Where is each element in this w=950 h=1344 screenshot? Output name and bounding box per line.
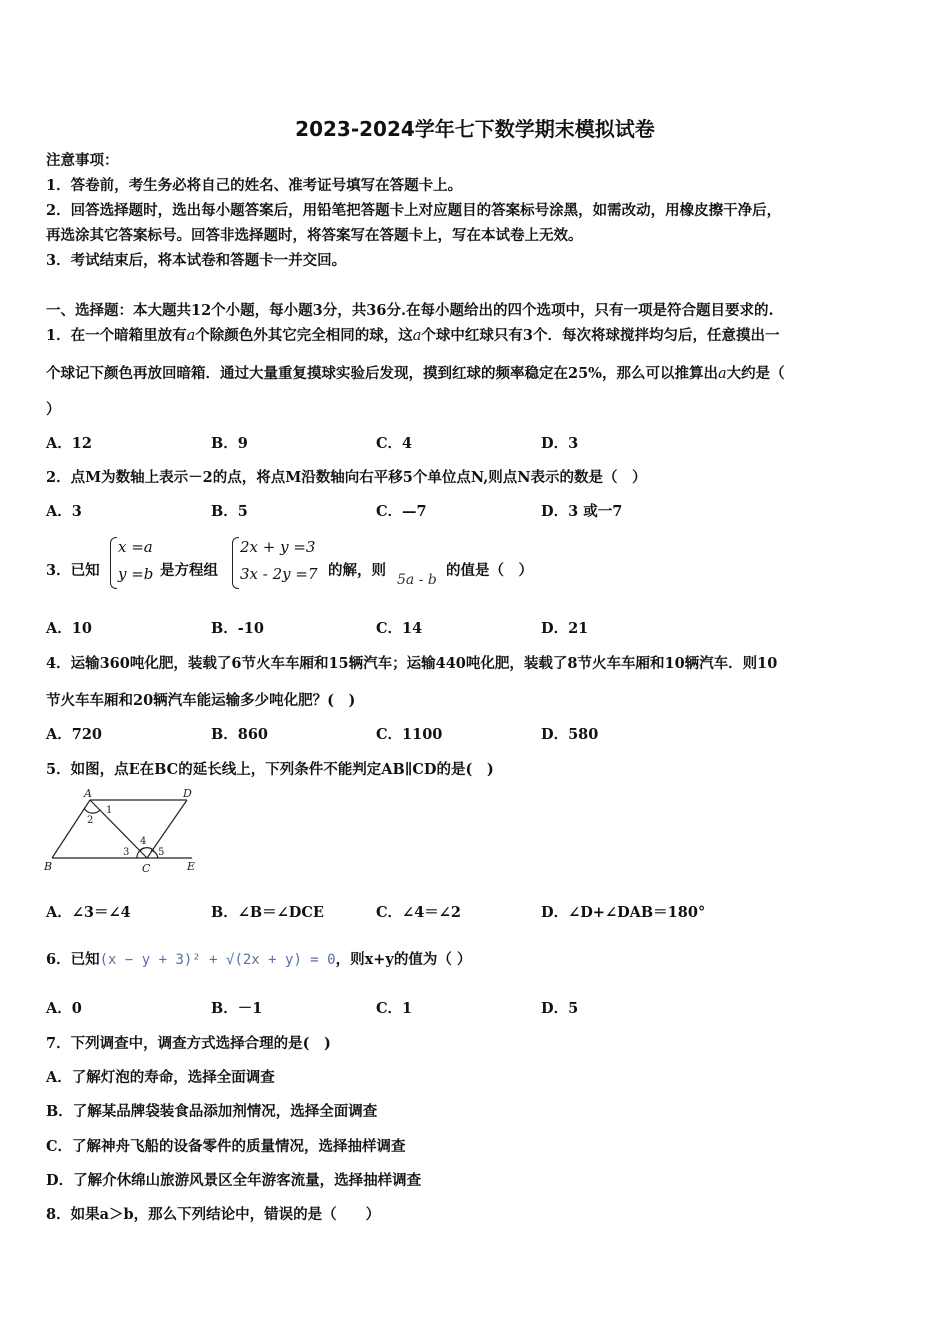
question-1-option-d[interactable]: D．3	[541, 435, 579, 452]
question-7-option-b[interactable]: B．了解某品牌袋装食品添加剂情况，选择全面调查	[46, 1103, 378, 1120]
question-5-option-c[interactable]: C．∠4＝∠2	[376, 904, 462, 921]
question-3-option-a[interactable]: A．10	[46, 620, 92, 637]
question-4-option-d[interactable]: D．580	[541, 726, 599, 743]
equation-2: 3x - 2y =7	[240, 565, 318, 583]
point-label-b: B	[44, 860, 53, 873]
question-3-option-d[interactable]: D．21	[541, 620, 589, 637]
question-2-option-c[interactable]: C．—7	[376, 503, 427, 520]
point-label-d: D	[183, 787, 192, 800]
question-3-expression: 5a - b	[397, 572, 437, 588]
question-4-option-b[interactable]: B．860	[211, 726, 269, 743]
question-7-text: 7．下列调查中，调查方式选择合理的是( )	[46, 1035, 331, 1052]
question-1-line-1: 1．在一个暗箱里放有a个除颜色外其它完全相同的球，这a个球中红球只有3个．每次将球搅拌均匀后，任意摸出一	[46, 327, 780, 344]
question-6-option-d[interactable]: D．5	[541, 1000, 579, 1017]
question-1-option-a[interactable]: A．12	[46, 435, 92, 452]
notes-item: 2．回答选择题时，选出每小题答案后，用铅笔把答题卡上对应题目的答案标号涂黑，如需改动，用橡皮擦干净后，	[46, 202, 782, 219]
question-2-option-d[interactable]: D．3 或一7	[541, 503, 623, 520]
left-brace-icon	[110, 537, 117, 589]
solution-y: y =b	[118, 565, 154, 583]
question-2-option-b[interactable]: B．5	[211, 503, 248, 520]
angle-label-5: 5	[158, 847, 165, 858]
question-3-option-c[interactable]: C．14	[376, 620, 423, 637]
question-4-line-2: 节火车车厢和20辆汽车能运输多少吨化肥？( )	[46, 692, 356, 709]
question-5-option-a[interactable]: A．∠3＝∠4	[46, 904, 131, 921]
angle-label-2: 2	[87, 815, 94, 826]
question-4-option-c[interactable]: C．1100	[376, 726, 443, 743]
point-label-e: E	[187, 860, 196, 873]
left-brace-icon	[232, 537, 239, 589]
parallelogram-figure	[40, 786, 210, 878]
question-1-line-3: ）	[46, 401, 61, 418]
question-6-expression: (x − y + 3)² + √(2x + y) = 0	[99, 952, 336, 968]
question-3-option-b[interactable]: B．-10	[211, 620, 264, 637]
question-7-option-c[interactable]: C．了解神舟飞船的设备零件的质量情况，选择抽样调查	[46, 1138, 406, 1155]
question-4-option-a[interactable]: A．720	[46, 726, 103, 743]
notes-item: 1．答卷前，考生务必将自己的姓名、准考证号填写在答题卡上。	[46, 177, 463, 194]
question-7-option-d[interactable]: D．了解介休绵山旅游风景区全年游客流量，选择抽样调查	[46, 1172, 422, 1189]
question-1-option-b[interactable]: B．9	[211, 435, 248, 452]
section-heading: 一、选择题：本大题共12个小题，每小题3分，共36分.在每小题给出的四个选项中，只有一项是符合题目要求的.	[46, 302, 774, 319]
question-1-option-c[interactable]: C．4	[376, 435, 413, 452]
question-8-text: 8．如果a＞b，那么下列结论中，错误的是（ ）	[46, 1206, 381, 1223]
question-3-prefix: 3．已知	[46, 562, 100, 579]
question-6-option-b[interactable]: B．－1	[211, 1000, 263, 1017]
question-1-line-2: 个球记下颜色再放回暗箱．通过大量重复摸球实验后发现，摸到红球的频率稳定在25%，那么可以推算出a大约是（	[46, 365, 785, 382]
solution-x: x =a	[118, 538, 153, 556]
notes-heading: 注意事项：	[46, 152, 119, 169]
question-6-option-c[interactable]: C．1	[376, 1000, 413, 1017]
question-4-line-1: 4．运输360吨化肥，装载了6节火车车厢和15辆汽车；运输440吨化肥，装载了8节火车车厢和10辆汽车．则10	[46, 655, 778, 672]
angle-arc	[84, 808, 100, 813]
angle-label-1: 1	[106, 805, 113, 816]
question-2-option-a[interactable]: A．3	[46, 503, 82, 520]
question-6-option-a[interactable]: A．0	[46, 1000, 82, 1017]
notes-item: 再选涂其它答案标号。回答非选择题时，将答案写在答题卡上，写在本试卷上无效。	[46, 227, 583, 244]
question-7-option-a[interactable]: A．了解灯泡的寿命，选择全面调查	[46, 1069, 275, 1086]
angle-label-3: 3	[123, 847, 130, 858]
point-label-a: A	[84, 787, 92, 800]
point-label-c: C	[142, 862, 151, 875]
question-3-suffix: 的值是（ ）	[446, 562, 533, 579]
question-5-option-b[interactable]: B．∠B＝∠DCE	[211, 904, 324, 921]
question-3-after: 的解，则	[328, 562, 386, 579]
question-6-line: 6．已知(x − y + 3)² + √(2x + y) = 0，则x+y的值为（ ）	[46, 951, 472, 968]
question-3-mid: 是方程组	[160, 562, 218, 579]
question-5-text: 5．如图，点E在BC的延长线上，下列条件不能判定AB∥CD的是( )	[46, 761, 494, 778]
angle-label-4: 4	[140, 836, 147, 847]
equation-1: 2x + y =3	[240, 538, 316, 556]
page-title: 2023-2024学年七下数学期末模拟试卷	[295, 117, 655, 141]
question-5-option-d[interactable]: D．∠D+∠DAB＝180°	[541, 904, 706, 921]
notes-item: 3．考试结束后，将本试卷和答题卡一并交回。	[46, 252, 347, 269]
question-2-text: 2．点M为数轴上表示－2的点，将点M沿数轴向右平移5个单位点N,则点N表示的数是（ ）	[46, 469, 647, 486]
segment-ac	[90, 800, 147, 858]
